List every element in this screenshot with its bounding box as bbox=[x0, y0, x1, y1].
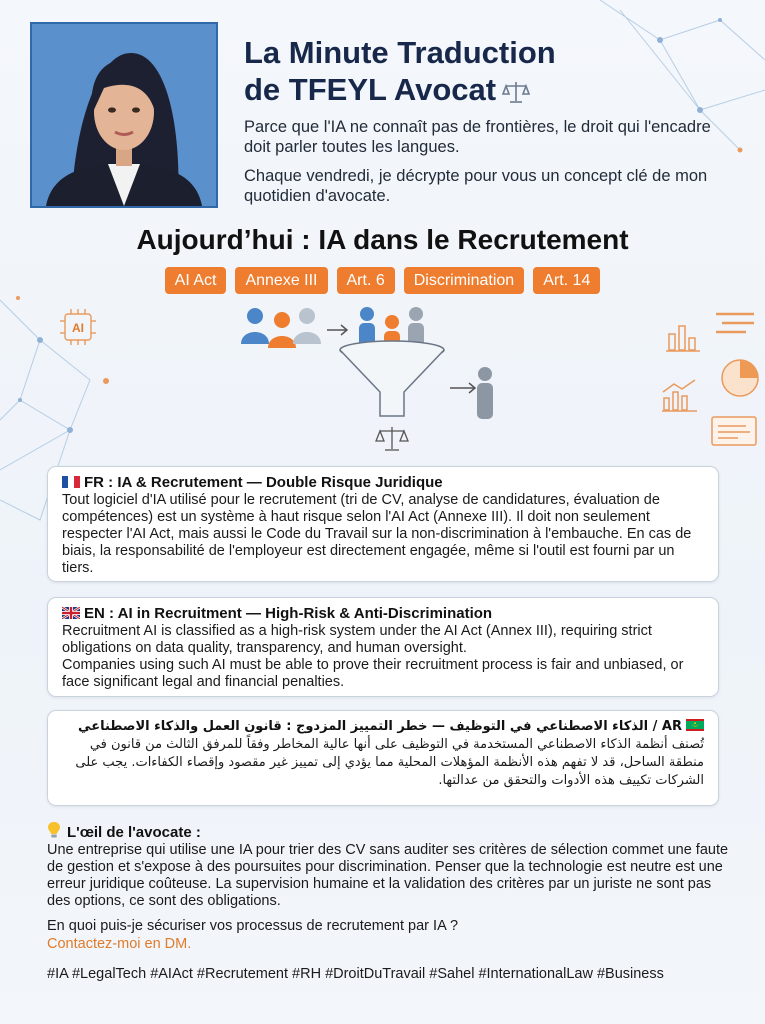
lightbulb-icon bbox=[47, 821, 61, 839]
card-arabic-body: تُصنف أنظمة الذكاء الاصطناعي المستخدمة في التوظيف على أنها عالية المخاطر وفقاً للمرفق الثالث من قانون في منطقة الساحل، قد لا تفهم هذه الأنظمة المؤهلات المحلية مما يؤدي إلى تمييز غير مقصود وإقصاء الكفاءات. يجب على الشركات تكييف هذه الأدوات والتحقق من عدالتها. bbox=[75, 737, 704, 788]
tag-discrimination: Discrimination bbox=[404, 267, 524, 294]
intro-paragraph-1: Parce que l'IA ne connaît pas de frontières, le droit qui l'encadre doit parler toutes les langues. bbox=[244, 118, 711, 156]
card-english-body-2: Companies using such AI must be able to prove their recruitment process is fair and unbiased, or face significant legal and financial penalties. bbox=[62, 657, 684, 690]
tag-art-14: Art. 14 bbox=[533, 267, 600, 294]
trend-chart-icon bbox=[660, 378, 700, 414]
headline: Aujourd’hui : IA dans le Recrutement bbox=[136, 224, 629, 255]
ai-chip-label: AI bbox=[72, 321, 84, 335]
tag-art-6: Art. 6 bbox=[337, 267, 395, 294]
bar-chart-icon bbox=[664, 318, 704, 354]
pie-chart-icon bbox=[718, 356, 762, 400]
intro-paragraph-2: Chaque vendredi, je décrypte pour vous un concept clé de mon quotidien d'avocate. bbox=[244, 167, 708, 205]
uk-flag-icon bbox=[62, 607, 80, 619]
document-icon bbox=[710, 414, 758, 448]
arrow-right-icon bbox=[327, 325, 347, 335]
tag-annexe-iii: Annexe III bbox=[235, 267, 327, 294]
list-icon bbox=[714, 310, 756, 336]
card-arabic bbox=[47, 710, 719, 806]
card-english bbox=[47, 597, 719, 697]
candidates-group-icon bbox=[241, 308, 321, 348]
insight-title: L'œil de l'avocate : bbox=[47, 821, 737, 841]
closing-question: En quoi puis-je sécuriser vos processus de recrutement par IA ? bbox=[47, 918, 459, 934]
funnel-icon bbox=[340, 341, 444, 416]
france-flag-icon bbox=[62, 476, 80, 488]
card-english-title: EN : AI in Recruitment — High-Risk & Anti-Discrimination bbox=[62, 604, 704, 623]
hashtags: #IA #LegalTech #AIAct #Recrutement #RH #DroitDuTravail #Sahel #InternationalLaw #Business bbox=[47, 966, 664, 982]
arrow-right-icon bbox=[450, 383, 475, 393]
mauritania-flag-icon bbox=[686, 719, 704, 731]
contact-cta[interactable]: Contactez-moi en DM. bbox=[47, 936, 192, 952]
lawyer-portrait bbox=[30, 22, 218, 208]
card-french-body: Tout logiciel d'IA utilisé pour le recrutement (tri de CV, analyse de candidatures, évaluation de compétences) est un système à haut risque selon l'AI Act (Annexe III). Il doit non seulement respecter l'AI Act, mais aussi le Code du Travail sur la non-discrimination à l'embauche. En cas de biais, la responsabilité de l'employeur est directement engagée, même si l'outil est fourni par un tiers. bbox=[62, 492, 692, 576]
ai-chip-icon bbox=[58, 308, 98, 346]
lawyer-insight-section bbox=[47, 821, 737, 910]
card-french bbox=[47, 466, 719, 582]
tag-ai-act: AI Act bbox=[165, 267, 227, 294]
recruitment-funnel-illustration bbox=[235, 300, 525, 455]
tag-list bbox=[0, 267, 765, 294]
card-english-body-1: Recruitment AI is classified as a high-risk system under the AI Act (Annex III), requiring strict obligations on data quality, transparency, and human oversight. bbox=[62, 623, 652, 656]
card-arabic-title: AR / الذكاء الاصطناعي في التوظيف — خطر التمييز المزدوج : قانون العمل والذكاء الاصطناعي bbox=[62, 717, 704, 736]
card-french-title: FR : IA & Recrutement — Double Risque Juridique bbox=[62, 473, 704, 492]
title-line-2: de TFEYL Avocat bbox=[244, 71, 556, 108]
insight-body: Une entreprise qui utilise une IA pour trier des CV sans auditer ses critères de sélection commet une faute de gestion et s'expose à des poursuites pour discrimination. Penser que la technologie est neutre est une erreur juridique coûteuse. La supervision humaine et la validation des critères par un juriste ne sont pas des options, ce sont des obligations. bbox=[47, 842, 729, 909]
page-title bbox=[244, 34, 556, 108]
justice-scale-icon bbox=[376, 427, 408, 450]
selected-person-icon bbox=[477, 367, 493, 419]
title-line-1: La Minute Traduction bbox=[244, 35, 556, 70]
scale-icon bbox=[502, 79, 530, 105]
